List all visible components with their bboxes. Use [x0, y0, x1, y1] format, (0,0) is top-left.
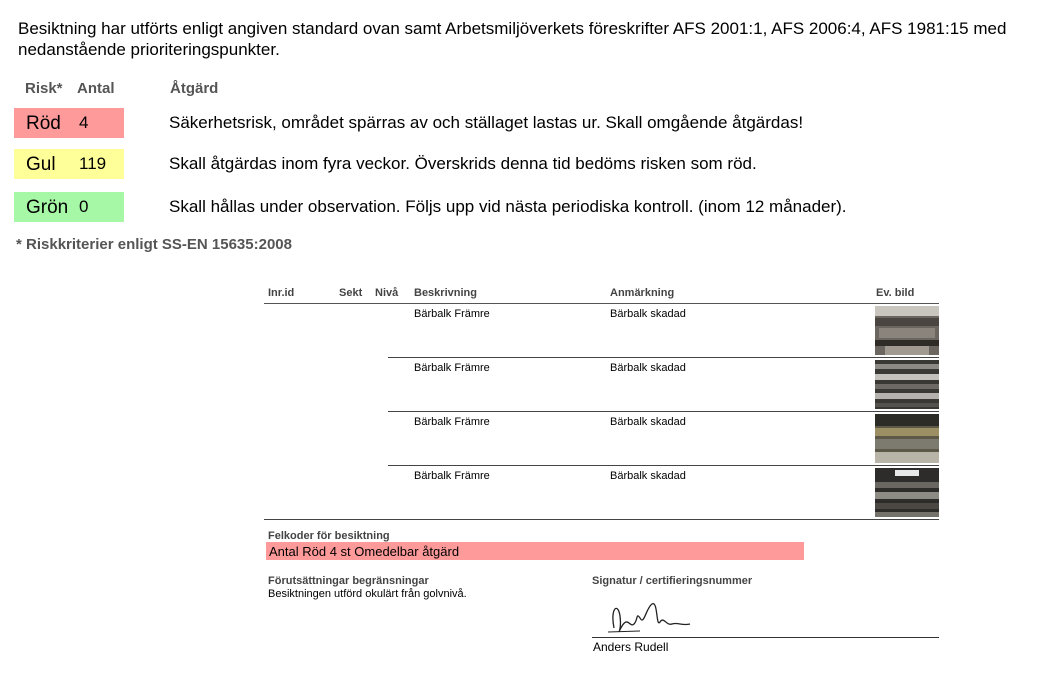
col-header-beskrivning: Beskrivning — [414, 287, 477, 299]
cell-beskrivning: Bärbalk Främre — [414, 470, 490, 482]
damage-photo-thumbnail[interactable] — [875, 306, 939, 355]
cell-beskrivning: Bärbalk Främre — [414, 416, 490, 428]
damage-photo-thumbnail[interactable] — [875, 414, 939, 463]
damage-photo-thumbnail[interactable] — [875, 468, 939, 517]
cell-anmarkning: Bärbalk skadad — [610, 308, 686, 320]
risk-row-gul — [14, 149, 1024, 179]
risk-name: Röd — [26, 113, 61, 134]
risk-count: 119 — [79, 154, 107, 173]
cell-beskrivning: Bärbalk Främre — [414, 308, 490, 320]
signature-line — [592, 637, 939, 638]
damage-photo-thumbnail[interactable] — [875, 360, 939, 409]
risk-color-box — [14, 108, 124, 138]
forutsattningar-label: Förutsättningar begränsningar — [268, 575, 429, 587]
col-header-niva: Nivå — [375, 287, 399, 299]
risk-count: 0 — [79, 197, 89, 216]
risk-row-rod — [14, 108, 1024, 138]
cell-anmarkning: Bärbalk skadad — [610, 362, 686, 374]
risk-description: Skall hållas under observation. Följs upp vid nästa periodiska kontroll. (inom 12 månader). — [169, 197, 847, 216]
antal-column-header: Antal — [77, 80, 115, 97]
row-divider — [264, 519, 939, 520]
cell-beskrivning: Bärbalk Främre — [414, 362, 490, 374]
risk-description: Skall åtgärdas inom fyra veckor. Överskrids denna tid bedöms risken som röd. — [169, 154, 757, 173]
felkoder-bar — [266, 542, 804, 560]
risk-column-header: Risk* — [25, 80, 63, 97]
risk-description: Säkerhetsrisk, området spärras av och ställaget lastas ur. Skall omgående åtgärdas! — [169, 113, 804, 132]
col-header-sekt: Sekt — [339, 287, 363, 299]
atgard-column-header: Åtgärd — [170, 80, 219, 97]
cell-anmarkning: Bärbalk skadad — [610, 416, 686, 428]
table-row — [264, 358, 939, 412]
col-header-anmarkning: Anmärkning — [610, 287, 675, 299]
col-header-ev-bild: Ev. bild — [876, 287, 915, 299]
risk-color-box — [14, 149, 124, 179]
risk-color-box — [14, 192, 124, 222]
table-row — [264, 412, 939, 466]
risk-criteria-footnote: * Riskkriterier enligt SS-EN 15635:2008 — [16, 236, 292, 253]
risk-name: Gul — [26, 154, 56, 175]
col-header-inr-id: Inr.id — [268, 287, 295, 299]
felkoder-label: Felkoder för besiktning — [268, 530, 390, 542]
cell-anmarkning: Bärbalk skadad — [610, 470, 686, 482]
risk-name: Grön — [26, 197, 69, 218]
risk-count: 4 — [79, 113, 89, 132]
signatur-label: Signatur / certifieringsnummer — [592, 575, 753, 587]
forutsattningar-value: Besiktningen utförd okulärt från golvnivå. — [268, 588, 467, 600]
felkoder-value: Antal Röd 4 st Omedelbar åtgärd — [269, 544, 460, 559]
table-row — [264, 304, 939, 358]
table-row — [264, 466, 939, 520]
intro-text: Besiktning har utförts enligt angiven standard ovan samt Arbetsmiljöverkets föreskrifter AFS 2001:1, AFS 2006:4, AFS 1981:15 med nedanstående prioriteringspunkter. — [18, 19, 1007, 59]
handwritten-signature — [600, 598, 700, 640]
risk-row-gron — [14, 192, 1024, 222]
signatory-name: Anders Rudell — [593, 640, 669, 654]
